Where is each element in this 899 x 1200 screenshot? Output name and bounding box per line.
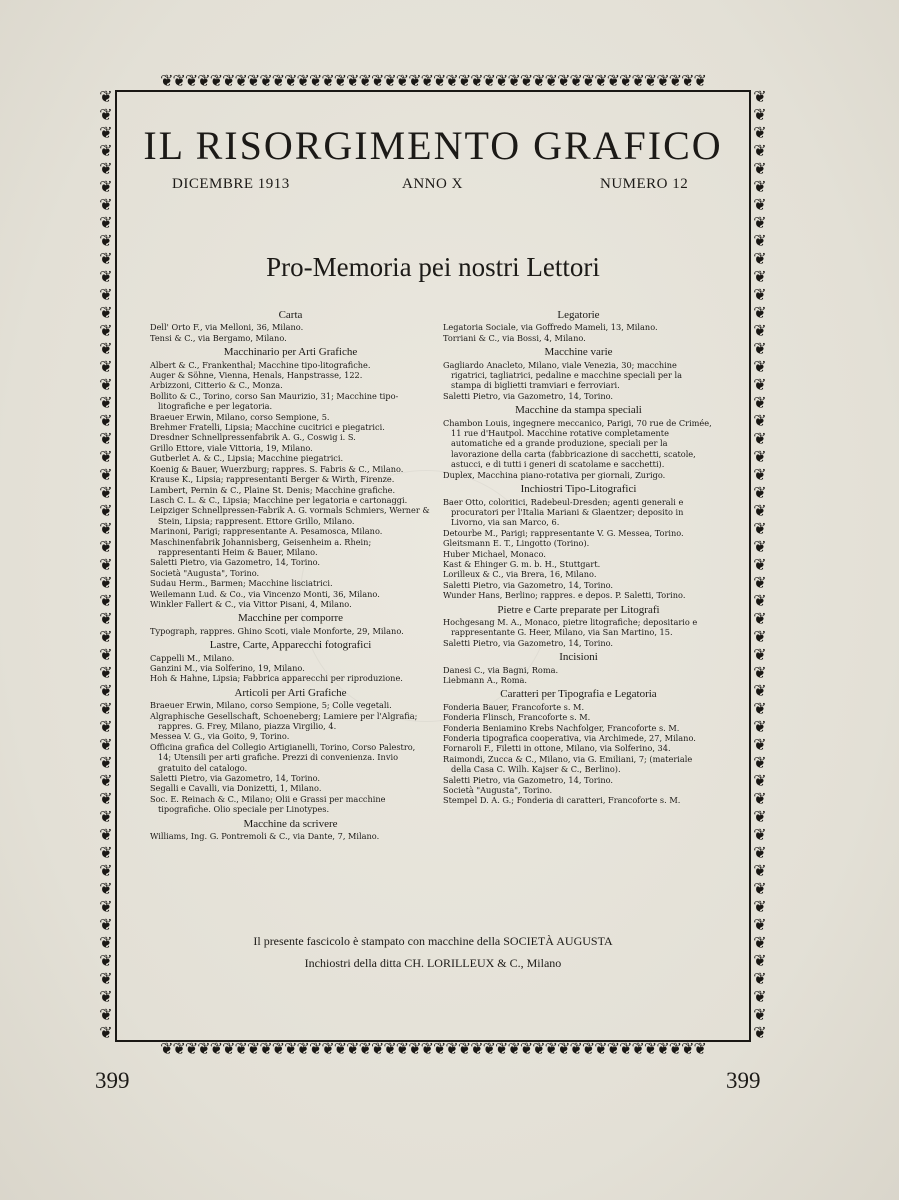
directory-entry: Bollito & C., Torino, corso San Maurizio, 31; Macchine tipo-litografiche e per legatoria. bbox=[150, 390, 399, 412]
directory-entry: Typograph, rappres. Ghino Scoti, viale Monforte, 29, Milano. bbox=[150, 625, 404, 636]
section-title: Macchine da stampa speciali bbox=[515, 404, 642, 417]
directory-entry: Danesi C., via Bagni, Roma. bbox=[443, 664, 559, 675]
directory-entry: Saletti Pietro, via Gazometro, 14, Torino. bbox=[443, 774, 613, 785]
directory-entry: Arbizzoni, Citterio & C., Monza. bbox=[150, 380, 283, 391]
footer-line-2: Inchiostri della ditta CH. LORILLEUX & C., Milano bbox=[304, 956, 562, 970]
directory-entry: Lambert, Pernin & C., Plaine St. Denis; Macchine grafiche. bbox=[150, 484, 396, 495]
directory-entry: Winkler Fallert & C., via Vittor Pisani, 4, Milano. bbox=[150, 598, 352, 609]
directory-entry: Cappelli M., Milano. bbox=[150, 652, 235, 663]
section-title: Lastre, Carte, Apparecchi fotografici bbox=[209, 639, 372, 652]
directory-entry: Legatoria Sociale, via Goffredo Mameli, 13, Milano. bbox=[443, 322, 658, 333]
directory-entry: Fornaroli F., Filetti in ottone, Milano, via Solferino, 34. bbox=[443, 743, 671, 754]
directory-entry: Brehmer Fratelli, Lipsia; Macchine cucitrici e piegatrici. bbox=[150, 422, 385, 433]
section-title: Carta bbox=[278, 309, 303, 321]
section-title: Macchinario per Arti Grafiche bbox=[223, 346, 358, 359]
directory-entry: Società "Augusta", Torino. bbox=[443, 785, 553, 796]
directory-entry: Dresdner Schnellpressenfabrik A. G., Coswig i. S. bbox=[150, 432, 356, 443]
directory-entry: Grillo Ettore, viale Vittoria, 19, Milano. bbox=[150, 442, 313, 453]
directory-entry: Leipziger Schnellpressen-Fabrik A. G. vormals Schmiers, Werner & Stein, Lipsia; rappresent. Ettore Grillo, Milano. bbox=[150, 505, 430, 526]
directory-entry: Messea V. G., via Goito, 9, Torino. bbox=[150, 731, 290, 742]
page-number-left: 399 bbox=[95, 1068, 130, 1093]
masthead-title: IL RISORGIMENTO GRAFICO bbox=[143, 123, 723, 168]
directory-entry: Baer Otto, coloritici, Radebeul-Dresden; agenti generali e procuratori per l'Italia Mariani & Glaentzer; deposito in Livorno, via san Marco, 6. bbox=[443, 496, 684, 528]
page-number-right: 399 bbox=[726, 1068, 761, 1093]
section-title: Articoli per Arti Grafiche bbox=[234, 686, 347, 699]
directory-entry: Torriani & C., via Bossi, 4, Milano. bbox=[443, 332, 586, 343]
directory-entry: Tensi & C., via Bergamo, Milano. bbox=[150, 332, 287, 343]
right-column bbox=[443, 310, 714, 806]
directory-entry: Weilemann Lud. & Co., via Vincenzo Monti, 36, Milano. bbox=[150, 588, 380, 599]
directory-entry: Krause K., Lipsia; rappresentanti Berger & Wirth, Firenze. bbox=[150, 474, 395, 485]
directory-entry: Stempel D. A. G.; Fonderia di caratteri, Francoforte s. M. bbox=[443, 795, 681, 806]
directory-entry: Williams, Ing. G. Pontremoli & C., via Dante, 7, Milano. bbox=[150, 831, 380, 842]
section-title: Macchine per comporre bbox=[237, 612, 344, 625]
directory-entry: Maschinenfabrik Johannisberg, Geisenheim a. Rhein; rappresentanti Heim & Bauer, Milano. bbox=[150, 536, 372, 557]
section-title: Macchine da scrivere bbox=[243, 817, 338, 830]
border-left-ornament: ❦ ❦ ❦ ❦ ❦ ❦ ❦ ❦ ❦ ❦ ❦ ❦ ❦ ❦ ❦ ❦ ❦ ❦ ❦ ❦ ❦ ❦ ❦ ❦ ❦ ❦ ❦ ❦ ❦ ❦ ❦ ❦ ❦ ❦ ❦ ❦ ❦ ❦ ❦ ❦ ❦ ❦ ❦ ❦ ❦ ❦ ❦ ❦ ❦ ❦ ❦ ❦ ❦ bbox=[99, 88, 113, 1042]
directory-entry: Saletti Pietro, via Gazometro, 14, Torino. bbox=[443, 579, 613, 590]
directory-entry: Saletti Pietro, via Gazometro, 14, Torino. bbox=[443, 637, 613, 648]
directory-entry: Hoh & Hahne, Lipsia; Fabbrica apparecchi per riproduzione. bbox=[150, 673, 403, 684]
directory-entry: Dell' Orto F., via Melloni, 36, Milano. bbox=[150, 322, 304, 333]
section-title: Macchine varie bbox=[544, 346, 613, 359]
directory-entry: Braeuer Erwin, Milano, corso Sempione, 5; Colle vegetali. bbox=[150, 700, 392, 711]
section-title: Inchiostri Tipo-Litografici bbox=[520, 483, 637, 496]
section-title: Legatorie bbox=[557, 309, 600, 321]
directory-entry: Saletti Pietro, via Gazometro, 14, Torino. bbox=[443, 390, 613, 401]
left-column bbox=[150, 310, 431, 842]
directory-entry: Lasch C. L. & C., Lipsia; Macchine per legatoria e cartonaggi. bbox=[150, 494, 408, 505]
section-title: Caratteri per Tipografia e Legatoria bbox=[500, 688, 657, 701]
issue-number: NUMERO 12 bbox=[600, 176, 689, 192]
issue-year: ANNO X bbox=[402, 176, 463, 192]
border-top-ornament: ❦❦❦❦❦❦❦❦❦❦❦❦❦❦❦❦❦❦❦❦❦❦❦❦❦❦❦❦❦❦❦❦❦❦❦❦❦❦❦❦❦❦❦❦ bbox=[160, 71, 706, 90]
border-bottom-ornament: ❦❦❦❦❦❦❦❦❦❦❦❦❦❦❦❦❦❦❦❦❦❦❦❦❦❦❦❦❦❦❦❦❦❦❦❦❦❦❦❦❦❦❦❦ bbox=[160, 1039, 706, 1058]
directory-entry: Auger & Söhne, Vienna, Henals, Hanpstrasse, 122. bbox=[150, 370, 363, 381]
directory-entry: Kast & Ehinger G. m. b. H., Stuttgart. bbox=[443, 558, 601, 569]
directory-entry: Officina grafica del Collegio Artigianelli, Torino, Corso Palestro, 14; Utensili per arti grafiche. Prezzi di convenienza. Invio gratuito del catalogo. bbox=[150, 741, 416, 773]
section-title: Pietre e Carte preparate per Litografi bbox=[497, 603, 660, 616]
directory-entry: Duplex, Macchina piano-rotativa per giornali, Zurigo. bbox=[443, 469, 666, 480]
section-heading: Pro-Memoria pei nostri Lettori bbox=[266, 252, 600, 282]
section-title: Incisioni bbox=[559, 651, 598, 664]
directory-entry: Società "Augusta", Torino. bbox=[150, 567, 260, 578]
directory-entry: Koenig & Bauer, Wuerzburg; rappres. S. Fabris & C., Milano. bbox=[150, 463, 404, 474]
directory-entry: Saletti Pietro, via Gazometro, 14, Torino. bbox=[150, 557, 320, 568]
directory-entry: Algraphische Gesellschaft, Schoeneberg; Lamiere per l'Algrafia; rappres. G. Frey, Milano, piazza Virgilio, 4. bbox=[150, 710, 418, 732]
directory-entry: Segalli e Cavalli, via Donizetti, 1, Milano. bbox=[150, 783, 322, 794]
directory-entry: Sudau Herm., Barmen; Macchine lisciatrici. bbox=[150, 578, 333, 589]
directory-entry: Detourbe M., Parigi; rappresentante V. G. Messea, Torino. bbox=[443, 527, 684, 538]
border-right-ornament: ❦ ❦ ❦ ❦ ❦ ❦ ❦ ❦ ❦ ❦ ❦ ❦ ❦ ❦ ❦ ❦ ❦ ❦ ❦ ❦ ❦ ❦ ❦ ❦ ❦ ❦ ❦ ❦ ❦ ❦ ❦ ❦ ❦ ❦ ❦ ❦ ❦ ❦ ❦ ❦ ❦ ❦ ❦ ❦ ❦ ❦ ❦ ❦ ❦ ❦ ❦ ❦ ❦ bbox=[753, 88, 767, 1042]
footer-line-1: Il presente fascicolo è stampato con macchine della SOCIETÀ AUGUSTA bbox=[253, 934, 613, 948]
directory-entry: Liebmann A., Roma. bbox=[443, 675, 527, 685]
directory-entry: Fonderia Beniamino Krebs Nachfolger, Francoforte s. M. bbox=[443, 722, 680, 733]
directory-entry: Raimondi, Zucca & C., Milano, via G. Emiliani, 7; (materiale della Casa C. Wilh. Kajser & C., Berlino). bbox=[443, 753, 693, 775]
directory-entry: Saletti Pietro, via Gazometro, 14, Torino. bbox=[150, 773, 320, 784]
directory-entry: Fonderia Flinsch, Francoforte s. M. bbox=[443, 712, 591, 723]
directory-entry: Huber Michael, Monaco. bbox=[443, 548, 546, 559]
directory-entry: Ganzini M., via Solferino, 19, Milano. bbox=[150, 663, 305, 673]
issue-date: DICEMBRE 1913 bbox=[172, 176, 290, 192]
directory-entry: Lorilleux & C., via Brera, 16, Milano. bbox=[443, 569, 597, 580]
directory-entry: Hochgesang M. A., Monaco, pietre litografiche; depositario e rappresentante G. Heer, Milano, via San Martino, 15. bbox=[443, 616, 698, 638]
directory-entry: Albert & C., Frankenthal; Macchine tipo-litografiche. bbox=[150, 359, 371, 370]
directory-entry: Marinoni, Parigi; rappresentante A. Pesamosca, Milano. bbox=[150, 526, 383, 537]
directory-entry: Fonderia tipografica cooperativa, via Archimede, 27, Milano. bbox=[443, 733, 696, 744]
directory-entry: Wunder Hans, Berlino; rappres. e depos. P. Saletti, Torino. bbox=[443, 590, 686, 601]
directory-entry: Chambon Louis, ingegnere meccanico, Parigi, 70 rue de Crimée, 11 rue d'Hautpol. Macchine rotative completamente automatiche ed a grande produzione, speciali per la lavorazione della carta (fabbricazione di sacchetti, scatole, astucci, e di tutti i generi di scatolame e sacchetti). bbox=[443, 417, 712, 470]
directory-entry: Braeuer Erwin, Milano, corso Sempione, 5. bbox=[150, 411, 330, 422]
directory-entry: Gagliardo Anacleto, Milano, viale Venezia, 30; macchine rigatrici, tagliatrici, pedaline e macchine speciali per la stampa di biglietti tramviari e ferroviari. bbox=[443, 359, 683, 391]
directory-entry: Gutberlet A. & C., Lipsia; Macchine piegatrici. bbox=[150, 453, 344, 464]
directory-entry: Soc. E. Reinach & C., Milano; Olii e Grassi per macchine tipografiche. Olio speciale per Linotypes. bbox=[150, 793, 386, 815]
directory-entry: Fonderia Bauer, Francoforte s. M. bbox=[443, 701, 585, 712]
directory-entry: Gleitsmann E. T., Lingotto (Torino). bbox=[443, 538, 590, 549]
